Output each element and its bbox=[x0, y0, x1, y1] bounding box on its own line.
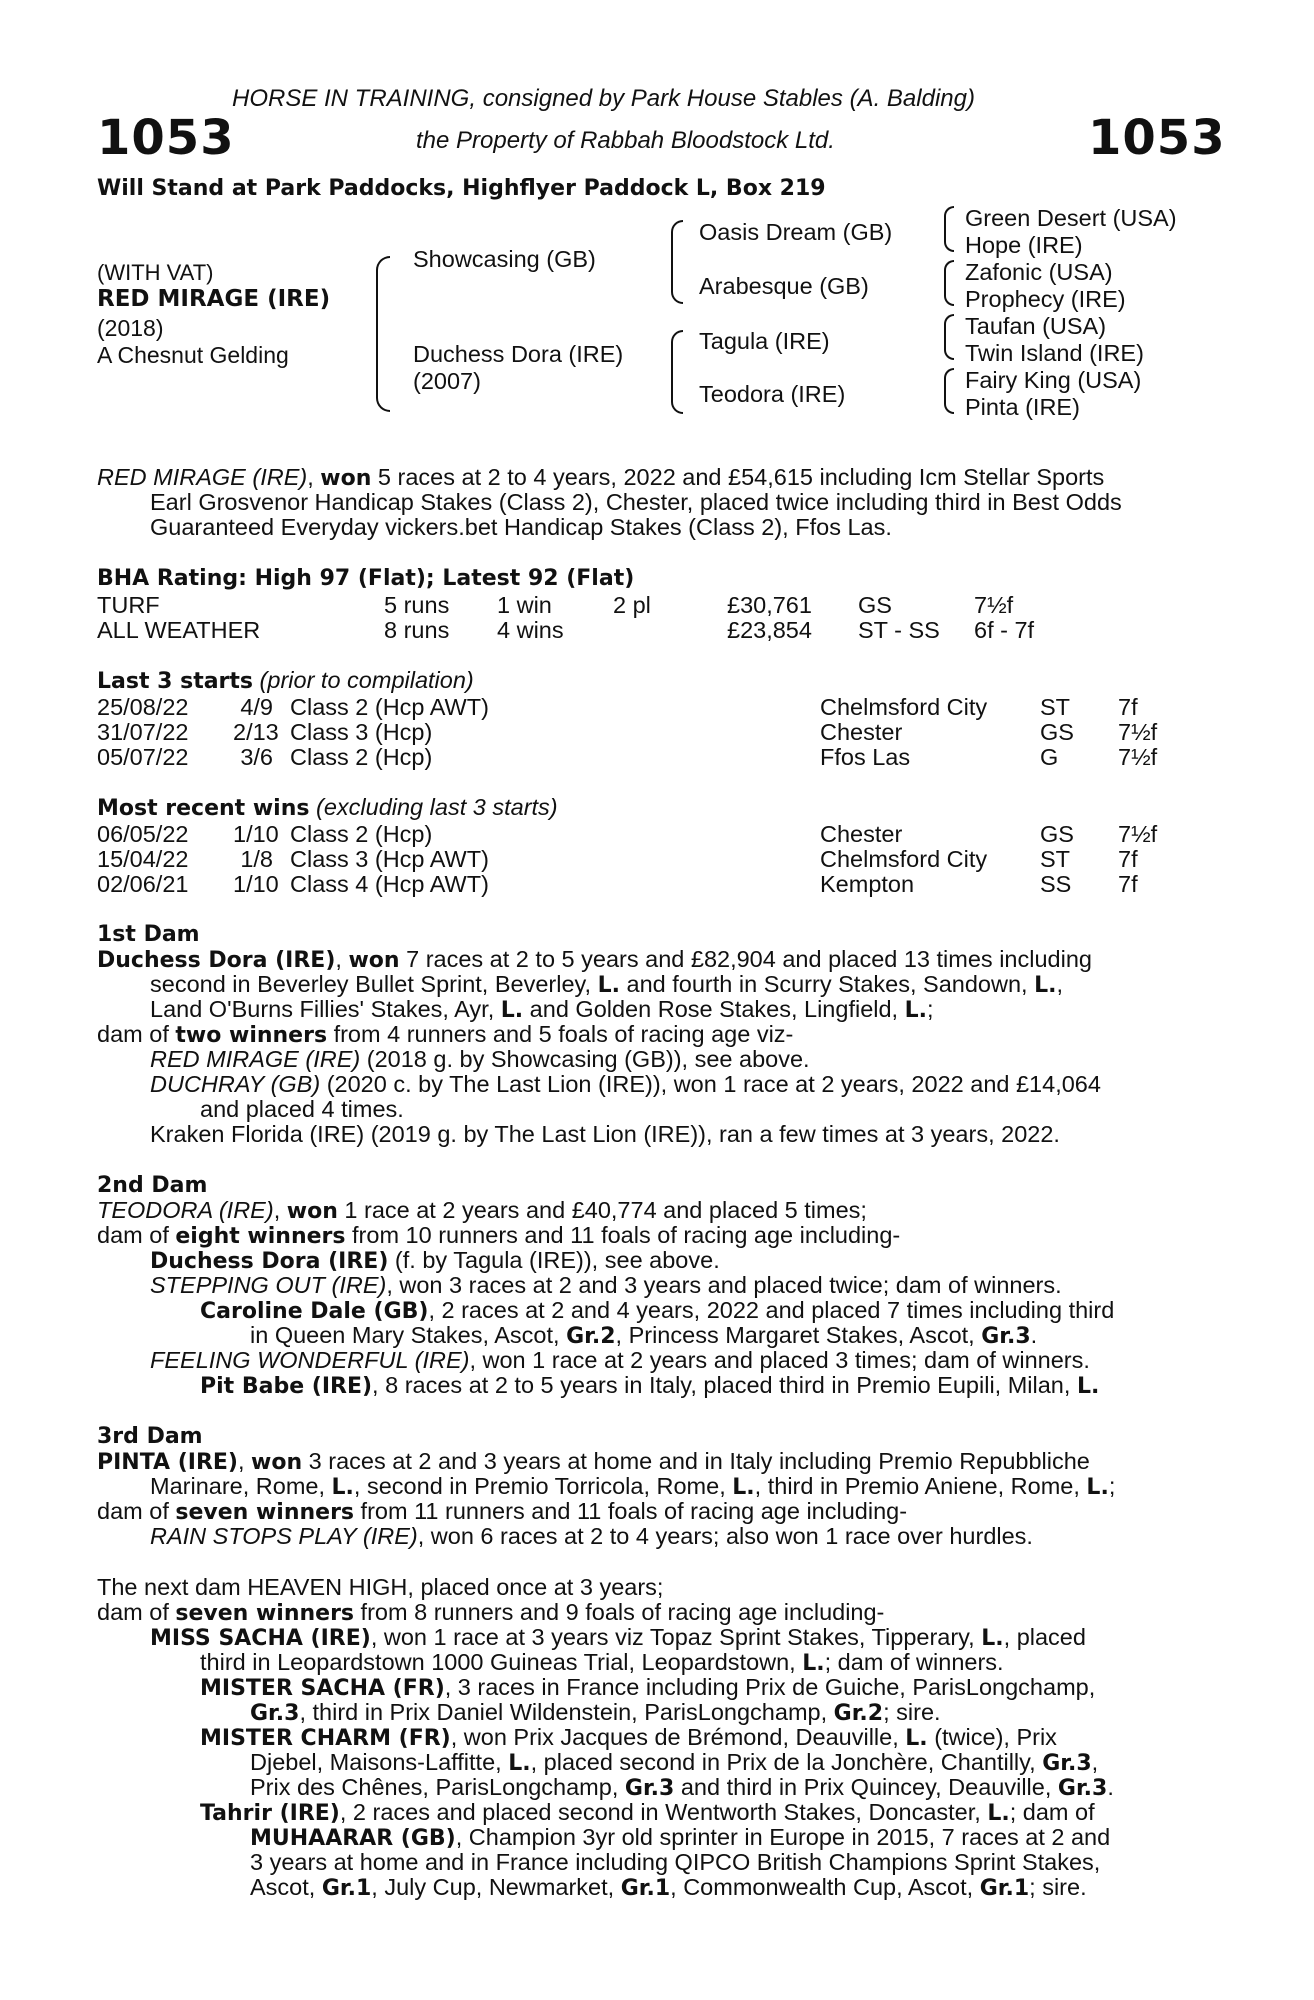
second-dam-line-1: TEODORA (IRE), won 1 race at 2 years and £40,774 and placed 5 times; bbox=[97, 1197, 867, 1224]
text: dam of bbox=[97, 1222, 176, 1248]
lot-number-right: 1053 bbox=[1088, 110, 1226, 166]
progeny-name: MISTER CHARM (FR) bbox=[200, 1726, 451, 1751]
run-position: 2/13 bbox=[233, 719, 279, 745]
brace-dam bbox=[671, 330, 683, 414]
run-going: ST bbox=[1040, 694, 1071, 720]
horse-description: A Chesnut Gelding bbox=[97, 342, 289, 368]
run-date: 31/07/22 bbox=[97, 719, 189, 745]
second-dam-line-6 bbox=[250, 1323, 1037, 1349]
win-position: 1/10 bbox=[233, 871, 279, 897]
listed-label: L. bbox=[732, 1475, 755, 1500]
text: ; bbox=[1108, 1473, 1116, 1499]
great-grandparent-5: Taufan (USA) bbox=[965, 313, 1107, 339]
run-going: GS bbox=[1040, 719, 1074, 745]
text: , Commonwealth Cup, Ascot, bbox=[670, 1874, 980, 1900]
progeny-name: FEELING WONDERFUL (IRE) bbox=[150, 1347, 470, 1373]
wins-heading: Most recent wins bbox=[97, 796, 310, 821]
property-line: the Property of Rabbah Bloodstock Ltd. bbox=[416, 127, 835, 154]
next-dam-line-10 bbox=[200, 1800, 1095, 1826]
last3-heading: Last 3 starts bbox=[97, 669, 254, 694]
summary-horse-name: RED MIRAGE (IRE) bbox=[97, 464, 308, 490]
text: Marinare, Rome, bbox=[150, 1473, 332, 1499]
wins-heading-line bbox=[97, 795, 558, 821]
second-dam-line-4 bbox=[150, 1273, 1062, 1298]
text: Ascot, bbox=[250, 1874, 322, 1900]
rating-wins: 4 wins bbox=[497, 617, 564, 643]
text: , won Prix Jacques de Brémond, Deauville, bbox=[450, 1724, 906, 1750]
text: , won 3 races at 2 and 3 years and placed twice; dam of winners. bbox=[386, 1272, 1062, 1298]
run-race: Class 3 (Hcp) bbox=[290, 719, 433, 745]
granddam-maternal: Teodora (IRE) bbox=[699, 381, 846, 407]
text: , Champion 3yr old sprinter in Europe in 2015, 7 races at 2 and bbox=[455, 1824, 1111, 1850]
first-dam-line-4 bbox=[97, 1022, 793, 1048]
win-race: Class 4 (Hcp AWT) bbox=[290, 871, 489, 897]
rating-runs: 8 runs bbox=[384, 617, 450, 643]
text: dam of bbox=[97, 1021, 176, 1047]
win-date: 15/04/22 bbox=[97, 846, 189, 872]
text: , placed bbox=[1003, 1624, 1086, 1650]
third-dam-line-3 bbox=[97, 1499, 907, 1525]
first-dam-line-3 bbox=[150, 997, 934, 1023]
rating-surface: ALL WEATHER bbox=[97, 617, 261, 643]
text: , second in Premio Torricola, Rome, bbox=[353, 1473, 733, 1499]
listed-label: L. bbox=[331, 1475, 354, 1500]
next-dam-line-3 bbox=[150, 1625, 1086, 1651]
rating-runs: 5 runs bbox=[384, 592, 450, 618]
run-race: Class 2 (Hcp AWT) bbox=[290, 694, 489, 720]
third-dam-line-1: PINTA (IRE), won 3 races at 2 and 3 years at home and in Italy including Premio Repubbliche bbox=[97, 1448, 1090, 1475]
win-position: 1/8 bbox=[240, 846, 273, 872]
rating-prize: £30,761 bbox=[727, 592, 812, 618]
second-dam-line-2 bbox=[97, 1223, 900, 1249]
grade-label: Gr.3 bbox=[1042, 1751, 1092, 1776]
text: second in Beverley Bullet Sprint, Beverley, bbox=[150, 971, 598, 997]
text: from 10 runners and 11 foals of racing age including- bbox=[345, 1222, 901, 1248]
progeny-name: Caroline Dale (GB) bbox=[200, 1299, 429, 1324]
winners-count: two winners bbox=[175, 1023, 328, 1048]
progeny-name: RED MIRAGE (IRE) bbox=[150, 1046, 361, 1072]
brace-sire bbox=[671, 220, 683, 304]
text: 7 races at 2 to 5 years and £82,904 and placed 13 times including bbox=[399, 946, 1092, 972]
text: and third in Prix Quincey, Deauville, bbox=[674, 1774, 1058, 1800]
text: Djebel, Maisons-Laffitte, bbox=[250, 1749, 509, 1775]
brace-gg-3 bbox=[944, 314, 954, 360]
rating-wins: 1 win bbox=[497, 592, 552, 618]
pedigree-dam-year: (2007) bbox=[413, 368, 481, 394]
winners-count: eight winners bbox=[175, 1224, 346, 1249]
text: , bbox=[1091, 1749, 1099, 1775]
progeny-name: Pit Babe (IRE) bbox=[200, 1374, 373, 1399]
stand-location: Will Stand at Park Paddocks, Highflyer Paddock L, Box 219 bbox=[97, 176, 826, 201]
text: ; sire. bbox=[883, 1699, 941, 1725]
text: , 8 races at 2 to 5 years in Italy, placed third in Premio Eupili, Milan, bbox=[372, 1372, 1077, 1398]
text: 1 race at 2 years and £40,774 and placed 5 times; bbox=[337, 1197, 867, 1223]
text: ; dam of winners. bbox=[824, 1649, 1004, 1675]
great-grandparent-8: Pinta (IRE) bbox=[965, 394, 1080, 420]
rating-surface: TURF bbox=[97, 592, 160, 618]
next-dam-line-13 bbox=[250, 1875, 1087, 1901]
text: , 2 races and placed second in Wentworth Stakes, Doncaster, bbox=[339, 1799, 988, 1825]
rating-placed: 2 pl bbox=[613, 592, 651, 618]
listed-label: L. bbox=[905, 1726, 928, 1751]
next-dam-line-7 bbox=[200, 1725, 1057, 1751]
run-course: Ffos Las bbox=[820, 744, 911, 770]
grade-label: Gr.1 bbox=[321, 1876, 372, 1901]
win-race: Class 2 (Hcp) bbox=[290, 821, 433, 847]
next-dam-line-11 bbox=[250, 1825, 1110, 1851]
next-dam-line-8 bbox=[250, 1750, 1098, 1776]
grade-label: Gr.3 bbox=[981, 1324, 1031, 1349]
next-dam-line-6 bbox=[250, 1700, 941, 1726]
grade-label: Gr.1 bbox=[979, 1876, 1030, 1901]
text: dam of bbox=[97, 1498, 176, 1524]
next-dam-line-9 bbox=[250, 1775, 1114, 1801]
grade-label: Gr.3 bbox=[250, 1701, 300, 1726]
summary-won: won bbox=[320, 466, 372, 491]
win-distance: 7½f bbox=[1118, 821, 1158, 847]
text: (2020 c. by The Last Lion (IRE)), won 1 race at 2 years, 2022 and £14,064 bbox=[320, 1071, 1101, 1097]
won-label: won bbox=[251, 1450, 303, 1475]
grade-label: Gr.2 bbox=[833, 1701, 884, 1726]
listed-label: L. bbox=[1034, 973, 1057, 998]
pedigree-dam: Duchess Dora (IRE) bbox=[413, 341, 624, 367]
second-dam-heading: 2nd Dam bbox=[97, 1173, 208, 1198]
next-dam-line-12: 3 years at home and in France including QIPCO British Champions Sprint Stakes, bbox=[250, 1849, 1101, 1875]
text: ; dam of bbox=[1009, 1799, 1095, 1825]
next-dam-line-5 bbox=[200, 1675, 1095, 1701]
won-label: won bbox=[348, 948, 400, 973]
great-grandparent-6: Twin Island (IRE) bbox=[965, 340, 1144, 366]
win-course: Chester bbox=[820, 821, 903, 847]
text: , July Cup, Newmarket, bbox=[371, 1874, 621, 1900]
run-position: 4/9 bbox=[240, 694, 273, 720]
third-dam-heading: 3rd Dam bbox=[97, 1424, 203, 1449]
grade-label: Gr.2 bbox=[566, 1324, 616, 1349]
text: . bbox=[1107, 1774, 1114, 1800]
rating-going: GS bbox=[858, 592, 892, 618]
listed-label: L. bbox=[597, 973, 620, 998]
listed-label: L. bbox=[508, 1751, 531, 1776]
win-going: ST bbox=[1040, 846, 1071, 872]
run-date: 05/07/22 bbox=[97, 744, 189, 770]
run-course: Chelmsford City bbox=[820, 694, 988, 720]
rating-going: ST - SS bbox=[858, 617, 940, 643]
run-distance: 7½f bbox=[1118, 719, 1158, 745]
text: from 4 runners and 5 foals of racing age viz- bbox=[327, 1021, 794, 1047]
win-distance: 7f bbox=[1118, 846, 1138, 872]
win-distance: 7f bbox=[1118, 871, 1138, 897]
text: , 3 races in France including Prix de Guiche, ParisLongchamp, bbox=[444, 1674, 1096, 1700]
second-dam-line-7 bbox=[150, 1348, 1090, 1373]
text: , bbox=[1056, 971, 1063, 997]
summary-line-3: Guaranteed Everyday vickers.bet Handicap Stakes (Class 2), Ffos Las. bbox=[150, 514, 892, 540]
run-going: G bbox=[1040, 744, 1059, 770]
first-dam-line-2 bbox=[150, 972, 1063, 998]
run-distance: 7f bbox=[1118, 694, 1138, 720]
listed-label: L. bbox=[1086, 1475, 1109, 1500]
rating-distance: 6f - 7f bbox=[974, 617, 1035, 643]
first-dam-line-7: and placed 4 times. bbox=[200, 1096, 404, 1122]
grandsire-maternal: Tagula (IRE) bbox=[699, 328, 830, 354]
great-grandparent-2: Hope (IRE) bbox=[965, 232, 1083, 258]
progeny-name: MUHAARAR (GB) bbox=[250, 1826, 456, 1851]
lot-number-left: 1053 bbox=[97, 110, 235, 166]
third-dam-line-2 bbox=[150, 1474, 1115, 1500]
pedigree-sire: Showcasing (GB) bbox=[413, 246, 596, 272]
text: ; bbox=[927, 996, 934, 1022]
rating-heading: BHA Rating: High 97 (Flat); Latest 92 (Flat) bbox=[97, 566, 635, 591]
rating-prize: £23,854 bbox=[727, 617, 812, 643]
progeny-name: RAIN STOPS PLAY (IRE) bbox=[150, 1523, 418, 1549]
win-going: GS bbox=[1040, 821, 1074, 847]
listed-label: L. bbox=[987, 1801, 1010, 1826]
progeny-name: DUCHRAY (GB) bbox=[150, 1071, 321, 1097]
text: (twice), Prix bbox=[927, 1724, 1057, 1750]
text: from 8 runners and 9 foals of racing age including- bbox=[354, 1599, 885, 1625]
grade-label: Gr.3 bbox=[624, 1776, 675, 1801]
win-going: SS bbox=[1040, 871, 1072, 897]
horse-year: (2018) bbox=[97, 315, 164, 341]
won-label: won bbox=[286, 1199, 338, 1224]
text: , won 1 race at 3 years viz Topaz Sprint Stakes, Tipperary, bbox=[370, 1624, 982, 1650]
next-dam-line-2 bbox=[97, 1600, 884, 1626]
second-dam-line-3 bbox=[150, 1248, 720, 1274]
grade-label: Gr.3 bbox=[1057, 1776, 1108, 1801]
great-grandparent-3: Zafonic (USA) bbox=[965, 259, 1113, 285]
last3-note: (prior to compilation) bbox=[253, 667, 474, 693]
run-date: 25/08/22 bbox=[97, 694, 189, 720]
listed-label: L. bbox=[500, 998, 524, 1023]
text: , Princess Margaret Stakes, Ascot, bbox=[615, 1322, 982, 1348]
listed-label: L. bbox=[981, 1626, 1004, 1651]
text: , 2 races at 2 and 4 years, 2022 and placed 7 times including third bbox=[428, 1297, 1115, 1323]
progeny-name: MISTER SACHA (FR) bbox=[200, 1676, 445, 1701]
next-dam-line-1: The next dam HEAVEN HIGH, placed once at 3 years; bbox=[97, 1574, 664, 1600]
text: Prix des Chênes, ParisLongchamp, bbox=[250, 1774, 625, 1800]
text: Land O'Burns Fillies' Stakes, Ayr, bbox=[150, 996, 501, 1022]
text: (f. by Tagula (IRE)), see above. bbox=[388, 1247, 720, 1273]
first-dam-line-1: Duchess Dora (IRE), won 7 races at 2 to 5 years and £82,904 and placed 13 times including bbox=[97, 946, 1092, 973]
first-dam-line-8: Kraken Florida (IRE) (2019 g. by The Last Lion (IRE)), ran a few times at 3 years, 2022. bbox=[150, 1121, 1060, 1147]
progeny-name: Tahrir (IRE) bbox=[200, 1801, 340, 1826]
brace-gg-1 bbox=[944, 206, 954, 252]
text: . bbox=[1030, 1322, 1038, 1348]
text: , third in Prix Daniel Wildenstein, ParisLongchamp, bbox=[299, 1699, 834, 1725]
text: from 11 runners and 11 foals of racing age including- bbox=[354, 1498, 908, 1524]
great-grandparent-1: Green Desert (USA) bbox=[965, 205, 1177, 231]
win-course: Chelmsford City bbox=[820, 846, 988, 872]
dam-name: PINTA (IRE) bbox=[97, 1450, 238, 1475]
winners-count: seven winners bbox=[175, 1601, 355, 1626]
summary-line-1-text: 5 races at 2 to 4 years, 2022 and £54,615 including Icm Stellar Sports bbox=[371, 464, 1105, 490]
first-dam-line-5 bbox=[150, 1047, 810, 1072]
summary-line-1: RED MIRAGE (IRE), won 5 races at 2 to 4 years, 2022 and £54,615 including Icm Stellar Sports bbox=[97, 464, 1105, 491]
brace-gg-4 bbox=[944, 368, 954, 414]
text: , placed second in Prix de la Jonchère, Chantilly, bbox=[530, 1749, 1043, 1775]
text: and fourth in Scurry Stakes, Sandown, bbox=[619, 971, 1035, 997]
winners-count: seven winners bbox=[175, 1500, 355, 1525]
third-dam-line-4 bbox=[150, 1524, 1033, 1549]
dam-name: TEODORA (IRE) bbox=[97, 1197, 274, 1223]
wins-note: (excluding last 3 starts) bbox=[309, 794, 558, 820]
progeny-name: Duchess Dora (IRE) bbox=[150, 1249, 389, 1274]
first-dam-heading: 1st Dam bbox=[97, 922, 200, 947]
text: ; sire. bbox=[1029, 1874, 1087, 1900]
next-dam-line-4 bbox=[200, 1650, 1004, 1676]
granddam-paternal: Arabesque (GB) bbox=[699, 273, 869, 299]
summary-line-2: Earl Grosvenor Handicap Stakes (Class 2), Chester, placed twice including third in Best Odds bbox=[150, 489, 1122, 515]
run-distance: 7½f bbox=[1118, 744, 1158, 770]
horse-name: RED MIRAGE (IRE) bbox=[97, 286, 331, 312]
dam-name: Duchess Dora (IRE) bbox=[97, 948, 336, 973]
vat-label: (WITH VAT) bbox=[97, 260, 214, 285]
grade-label: Gr.1 bbox=[620, 1876, 671, 1901]
run-course: Chester bbox=[820, 719, 903, 745]
great-grandparent-7: Fairy King (USA) bbox=[965, 367, 1142, 393]
text: 3 races at 2 and 3 years at home and in Italy including Premio Repubbliche bbox=[302, 1448, 1090, 1474]
listed-label: L. bbox=[1076, 1374, 1100, 1399]
brace-main bbox=[376, 256, 390, 412]
second-dam-line-5 bbox=[200, 1298, 1114, 1324]
text: and Golden Rose Stakes, Lingfield, bbox=[523, 996, 905, 1022]
first-dam-line-6 bbox=[150, 1072, 1101, 1097]
last3-heading-line bbox=[97, 668, 474, 694]
win-position: 1/10 bbox=[233, 821, 279, 847]
progeny-name: STEPPING OUT (IRE) bbox=[150, 1272, 387, 1298]
win-date: 06/05/22 bbox=[97, 821, 189, 847]
brace-gg-2 bbox=[944, 260, 954, 306]
run-race: Class 2 (Hcp) bbox=[290, 744, 433, 770]
win-race: Class 3 (Hcp AWT) bbox=[290, 846, 489, 872]
text: in Queen Mary Stakes, Ascot, bbox=[250, 1322, 567, 1348]
run-position: 3/6 bbox=[240, 744, 273, 770]
progeny-name: MISS SACHA (IRE) bbox=[150, 1626, 371, 1651]
great-grandparent-4: Prophecy (IRE) bbox=[965, 286, 1126, 312]
text: (2018 g. by Showcasing (GB)), see above. bbox=[360, 1046, 810, 1072]
consignor-line: HORSE IN TRAINING, consigned by Park House Stables (A. Balding) bbox=[232, 85, 975, 112]
second-dam-line-8 bbox=[200, 1373, 1099, 1399]
listed-label: L. bbox=[802, 1651, 825, 1676]
text: third in Leopardstown 1000 Guineas Trial, Leopardstown, bbox=[200, 1649, 803, 1675]
text: , won 1 race at 2 years and placed 3 times; dam of winners. bbox=[469, 1347, 1090, 1373]
win-date: 02/06/21 bbox=[97, 871, 189, 897]
text: , third in Premio Aniene, Rome, bbox=[754, 1473, 1087, 1499]
listed-label: L. bbox=[904, 998, 928, 1023]
rating-distance: 7½f bbox=[974, 592, 1014, 618]
text: , won 6 races at 2 to 4 years; also won 1 race over hurdles. bbox=[417, 1523, 1033, 1549]
win-course: Kempton bbox=[820, 871, 915, 897]
grandsire-paternal: Oasis Dream (GB) bbox=[699, 219, 893, 245]
text: dam of bbox=[97, 1599, 176, 1625]
